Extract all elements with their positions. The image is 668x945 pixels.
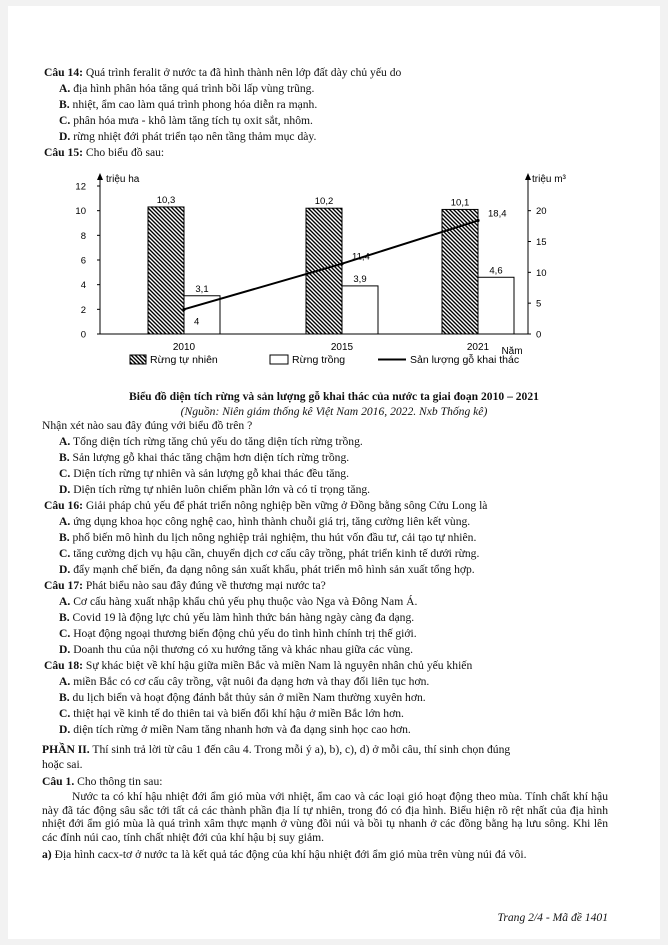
timber-output-point xyxy=(476,219,479,222)
exam-page xyxy=(8,6,660,939)
q14-option-b: B. nhiệt, ẩm cao làm quá trình phong hóa diễn ra mạnh. xyxy=(59,98,318,111)
q18-option-b: B. du lịch biển và hoạt động đánh bắt thủy sản ở miền Nam thường xuyên hơn. xyxy=(59,691,426,704)
q14-option-d: D. rừng nhiệt đới phát triển tạo nên tầng thảm mục dày. xyxy=(59,130,317,143)
right-tick-label: 5 xyxy=(536,298,542,310)
legend-natural-label: Rừng tự nhiên xyxy=(150,354,218,366)
left-axis-arrow xyxy=(97,173,103,180)
q18-option-a: A. miền Bắc có cơ cấu cây trồng, vật nuôi đa dạng hơn và thay đổi liên tục hơn. xyxy=(59,675,430,688)
timber-output-value-label: 18,4 xyxy=(488,208,507,220)
bar-planted-value-label: 4,6 xyxy=(489,265,503,277)
x-category-label: 2021 xyxy=(466,342,490,353)
part2-q1-stem: Câu 1. Cho thông tin sau: xyxy=(42,775,163,788)
bar-natural-forest xyxy=(442,209,478,334)
left-tick-label: 10 xyxy=(75,206,86,218)
right-axis-unit: triệu m³ xyxy=(532,174,566,185)
q17-option-a: A. Cơ cấu hàng xuất nhập khẩu chủ yếu phụ thuộc vào Nga và Đông Nam Á. xyxy=(59,595,418,608)
right-tick-label: 20 xyxy=(536,206,547,218)
left-tick-label: 8 xyxy=(80,230,86,242)
part2-passage: Nước ta có khí hậu nhiệt đới ẩm gió mùa với nhiệt, ẩm cao và các loại gió hoạt động theo mùa. Tính chất khí hậu này đã tác động sâu sắc tới tất cả các thành phần địa lí tự nhiên, trong đó có địa hình. Biểu hiện rõ rệt nhất của địa hình nhiệt đới ẩm gió mùa là quá trình xâm thực mạnh ở vùng đồi núi và bồi tụ nhanh ở các đồng bằng hạ lưu sông. Khi lên các đỉnh núi cao, tính chất nhiệt đới của khí hậu bị suy giảm. xyxy=(42,790,608,844)
q14-stem xyxy=(44,66,401,80)
legend-planted-label: Rừng trồng xyxy=(292,354,346,366)
bar-planted-forest xyxy=(478,277,514,334)
q16-option-c: C. tăng cường dịch vụ hậu cần, chuyển dịch cơ cấu cây trồng, phát triển kinh tế dưới rừng. xyxy=(59,547,480,560)
q18-option-d: D. diện tích rừng ở miền Nam tăng nhanh hơn và đa dạng sinh học cao hơn. xyxy=(59,723,411,736)
x-category-label: 2015 xyxy=(330,342,354,353)
left-tick-label: 4 xyxy=(80,280,86,292)
q16-option-a: A. ứng dụng khoa học công nghệ cao, hình thành chuỗi giá trị, tăng cường liên kết vùng. xyxy=(59,515,471,528)
q14-label: Câu 14: xyxy=(44,66,83,79)
q18-stem: Câu 18: Sự khác biệt về khí hậu giữa miền Bắc và miền Nam là nguyên nhân chủ yếu khiến xyxy=(44,659,473,672)
q17-option-b: B. Covid 19 là động lực chủ yếu làm hình thức bán hàng ngày càng đa dạng. xyxy=(59,611,415,624)
right-tick-label: 10 xyxy=(536,267,547,279)
bar-natural-value-label: 10,2 xyxy=(314,196,334,208)
q15-stem: Câu 15: Cho biểu đồ sau: xyxy=(44,146,165,159)
q14-option-a: A. địa hình phân hóa tăng quá trình bồi lấp vùng trũng. xyxy=(59,82,315,95)
x-axis-title: Năm xyxy=(501,346,523,357)
timber-output-point xyxy=(340,262,343,265)
part2-instruction-cont: hoặc sai. xyxy=(42,758,83,771)
timber-output-value-label: 4 xyxy=(194,316,200,328)
bar-planted-value-label: 3,9 xyxy=(353,273,367,285)
legend-planted-swatch xyxy=(270,355,288,364)
q17-option-c: C. Hoạt động ngoại thương biến động chủ yếu do tình hình chính trị thế giới. xyxy=(59,627,417,640)
q15-option-a: A. Tổng diện tích rừng tăng chủ yếu do tăng diện tích rừng trồng. xyxy=(59,435,363,448)
q15-option-d: D. Diện tích rừng tự nhiên luôn chiếm phần lớn và có tỉ trọng tăng. xyxy=(59,483,371,496)
right-axis-arrow xyxy=(525,173,531,180)
legend-line-label: Sản lượng gỗ khai thác xyxy=(410,354,520,366)
q16-option-b: B. phổ biến mô hình du lịch nông nghiệp trải nghiệm, thu hút vốn đầu tư, cải tạo tự nhiên. xyxy=(59,531,477,544)
q15-option-c: C. Diện tích rừng tự nhiên và sản lượng gỗ khai thác đều tăng. xyxy=(59,467,349,480)
q16-option-d: D. đẩy mạnh chế biến, đa dạng nông sản xuất khẩu, phát triển mô hình sản xuất tổng hợp. xyxy=(59,563,475,576)
bar-natural-forest xyxy=(306,208,342,334)
timber-output-value-label: 11,4 xyxy=(352,251,370,263)
bar-natural-value-label: 10,1 xyxy=(450,197,470,209)
left-tick-label: 2 xyxy=(80,304,86,316)
q17-option-d: D. Doanh thu của nội thương có xu hướng tăng và khác nhau giữa các vùng. xyxy=(59,643,414,656)
bar-natural-forest xyxy=(148,207,184,334)
left-tick-label: 6 xyxy=(80,255,86,267)
q18-option-c: C. thiệt hại về kinh tế do thiên tai và biến đổi khí hậu ở miền Bắc lớn hơn. xyxy=(59,707,404,720)
chart-source: (Nguồn: Niên giám thống kê Việt Nam 2016, 2022. Nxb Thống kê) xyxy=(180,405,488,418)
bar-natural-value-label: 10,3 xyxy=(156,194,176,206)
q14-text: Quá trình feralit ở nước ta đã hình thành nên lớp đất dày chủ yếu do xyxy=(85,66,402,79)
part2-instruction: PHẦN II. Thí sinh trả lời từ câu 1 đến câu 4. Trong mỗi ý a), b), c), d) ở mỗi câu, thí sinh chọn đúng xyxy=(42,743,511,756)
chart-caption: Biểu đồ diện tích rừng và sản lượng gỗ khai thác của nước ta giai đoạn 2010 – 2021 xyxy=(129,390,539,403)
left-tick-label: 0 xyxy=(80,329,86,341)
legend-natural-swatch xyxy=(130,355,146,364)
bar-planted-value-label: 3,1 xyxy=(195,283,209,295)
timber-output-point xyxy=(182,308,185,311)
forest-chart xyxy=(75,170,598,375)
q15-option-b: B. Sản lượng gỗ khai thác tăng chậm hơn diện tích rừng trồng. xyxy=(59,451,350,464)
q16-stem: Câu 16: Giải pháp chủ yếu để phát triển nông nghiệp bền vững ở Đồng bằng sông Cửu Long là xyxy=(44,499,488,512)
left-axis-unit: triệu ha xyxy=(106,174,140,185)
page-footer: Trang 2/4 - Mã đề 1401 xyxy=(497,911,608,924)
bar-planted-forest xyxy=(342,286,378,334)
q14-option-c: C. phân hóa mưa - khô làm tăng tích tụ oxit sắt, nhôm. xyxy=(59,114,313,127)
q17-stem: Câu 17: Phát biểu nào sau đây đúng về thương mại nước ta? xyxy=(44,579,326,592)
x-category-label: 2010 xyxy=(172,342,196,353)
part2-item-a: a) Địa hình cacx-tơ ở nước ta là kết quả tác động của khí hậu nhiệt đới ẩm gió mùa trên vùng núi đá vôi. xyxy=(42,848,527,861)
right-tick-label: 15 xyxy=(536,237,547,248)
q15-prompt: Nhận xét nào sau đây đúng với biểu đồ trên ? xyxy=(42,419,253,432)
left-tick-label: 12 xyxy=(75,181,86,193)
right-tick-label: 0 xyxy=(536,329,542,341)
